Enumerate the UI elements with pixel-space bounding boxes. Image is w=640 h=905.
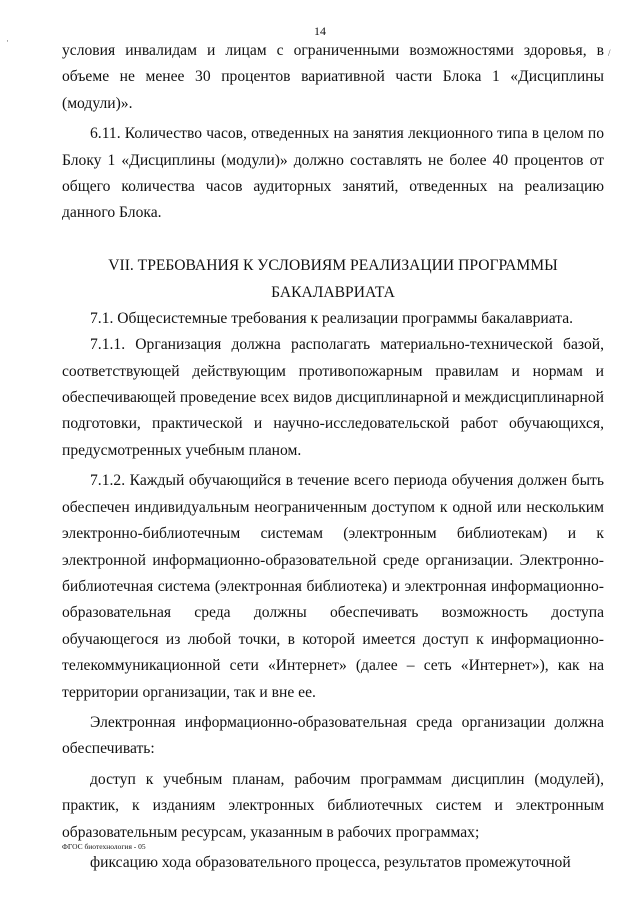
paragraph-continuation: условия инвалидам и лицам с ограниченными возможностями здоровья, в объеме не менее 30 процентов вариативной части Блока 1 «Дисциплины (модули)». <box>62 42 604 112</box>
paragraph-7-1-2: 7.1.2. Каждый обучающийся в течение всего периода обучения должен быть обеспечен индивидуальным неограниченным доступом к одной или нескольким электронно-библиотечным системам (электронным библиотекам) и к электронной информационно-образовательной среде организации. Электронно-библиотечная система (электронная библиотека) и электронная информационно-образовательная среда должны обеспечивать возможность доступа обучающегося из любой точки, в которой имеется доступ к информационно-телекоммуникационной сети «Интернет» (далее – сеть «Интернет»), как на территории организации, так и вне ее. <box>62 472 604 701</box>
paragraph-access: доступ к учебным планам, рабочим программам дисциплин (модулей), практик, к изданиям электронных библиотечных систем и электронным образовательным ресурсам, указанным в рабочих программах; <box>62 770 604 841</box>
paragraph-fixation: фиксацию хода образовательного процесса, результатов промежуточной <box>90 853 571 871</box>
paragraph-7-1-1: 7.1.1. Организация должна располагать материально-технической базой, соответствующей действующим противопожарным правилам и нормам и обеспечивающей проведение всех видов дисциплинарной и междисциплинарной подготовки, практической и научно-исследовательской работ обучающихся, предусмотренных учебным планом. <box>62 336 604 459</box>
scan-mark: / <box>608 48 611 58</box>
scan-mark: · <box>6 36 9 46</box>
page-number: 14 <box>314 24 326 38</box>
document-body <box>62 38 604 876</box>
paragraph-7-1: 7.1. Общесистемные требования к реализации программы бакалавриата. <box>90 309 574 327</box>
section-heading-line-2: БАКАЛАВРИАТА <box>271 283 395 301</box>
section-heading <box>62 252 604 306</box>
paragraph-eios: Электронная информационно-образовательная среда организации должна обеспечивать: <box>62 713 604 758</box>
section-heading-line-1: VII. ТРЕБОВАНИЯ К УСЛОВИЯМ РЕАЛИЗАЦИИ ПРОГРАММЫ <box>108 256 558 274</box>
document-footer: ФГОС биотехнология - 05 <box>62 842 146 851</box>
paragraph-6-11: 6.11. Количество часов, отведенных на занятия лекционного типа в целом по Блоку 1 «Дисциплины (модули)» должно составлять не более 40 процентов от общего количества часов аудиторных занятий, отведенных на реализацию данного Блока. <box>62 125 604 222</box>
